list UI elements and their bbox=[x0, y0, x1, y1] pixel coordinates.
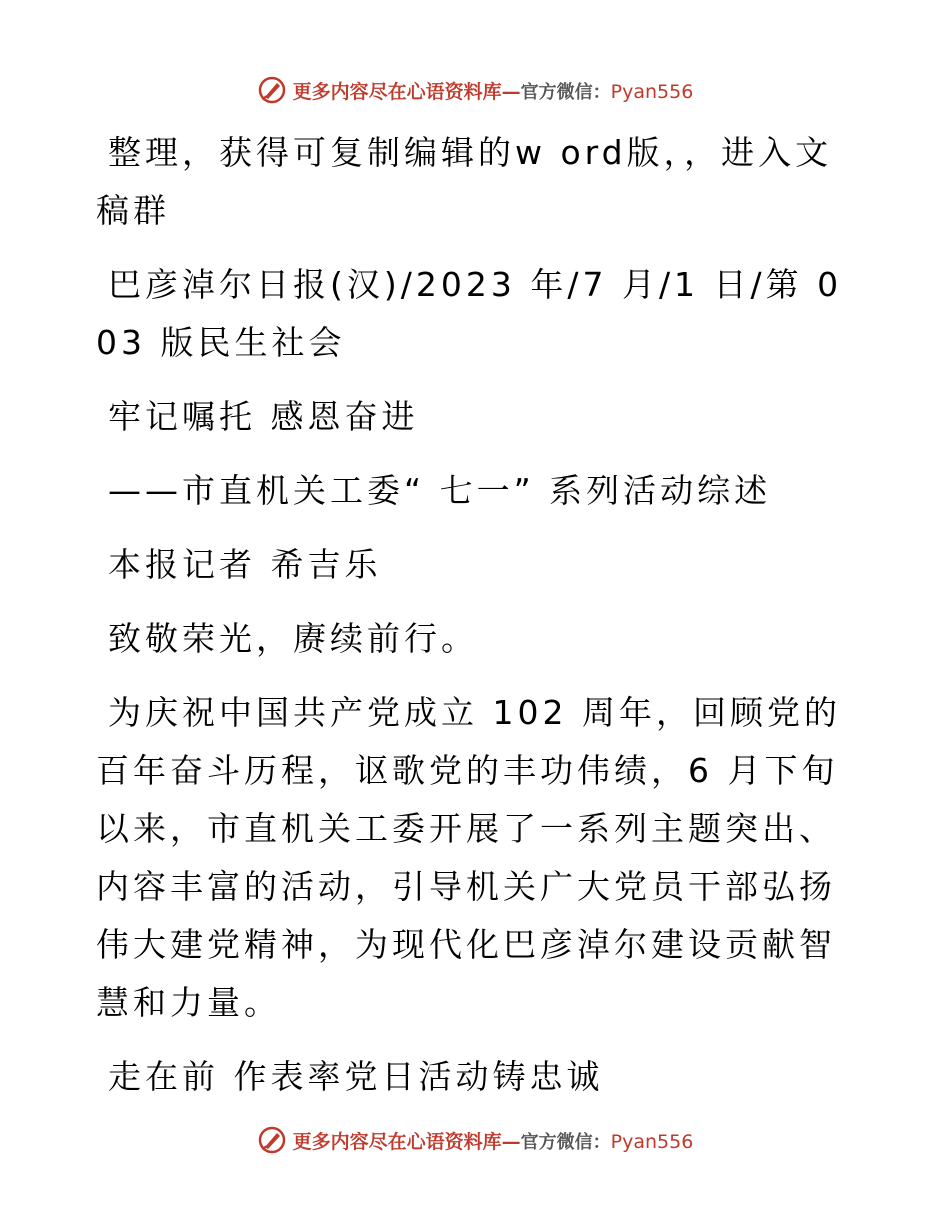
paragraph-body: 为庆祝中国共产党成立 102 周年，回顾党的百年奋斗历程，讴歌党的丰功伟绩，6 月下旬以来，市直机关工委开展了一系列主题突出、内容丰富的活动，引导机关广大党员干部弘扬伟大建党精神，为现代化巴彦淖尔建设贡献智慧和力量。 bbox=[96, 693, 841, 1022]
banner-main-text: 更多内容尽在心语资料库 bbox=[292, 1130, 502, 1153]
section-heading: 走在前 作表率党日活动铸忠诚 bbox=[108, 1057, 604, 1096]
article-title: 牢记嘱托 感恩奋进 bbox=[108, 397, 419, 436]
paragraph-source: 巴彦淖尔日报(汉)/2023 年/7 月/1 日/第 003 版民生社会 bbox=[96, 265, 843, 362]
document-body bbox=[96, 124, 856, 1122]
article-byline: 本报记者 希吉乐 bbox=[108, 545, 382, 584]
paragraph-notice: 整理，获得可复制编辑的w ord版，，进入文稿群 bbox=[96, 133, 833, 230]
banner-separator: — bbox=[501, 80, 521, 103]
header-banner bbox=[0, 70, 950, 110]
banner-wechat-id: Pyan556 bbox=[610, 1130, 694, 1153]
banner-text bbox=[293, 77, 694, 104]
banner-separator: — bbox=[501, 1130, 521, 1153]
paragraph-lead: 致敬荣光，赓续前行。 bbox=[108, 619, 478, 658]
article-subtitle: ——市直机关工委“ 七一” 系列活动综述 bbox=[108, 471, 772, 510]
banner-official-label: 官方微信： bbox=[520, 81, 611, 103]
banner-official-label: 官方微信： bbox=[520, 1131, 611, 1153]
banner-text bbox=[293, 1127, 694, 1154]
footer-banner bbox=[0, 1120, 950, 1160]
quill-pen-logo-icon bbox=[257, 1125, 287, 1155]
banner-main-text: 更多内容尽在心语资料库 bbox=[292, 80, 502, 103]
banner-wechat-id: Pyan556 bbox=[610, 80, 694, 103]
quill-pen-logo-icon bbox=[257, 75, 287, 105]
